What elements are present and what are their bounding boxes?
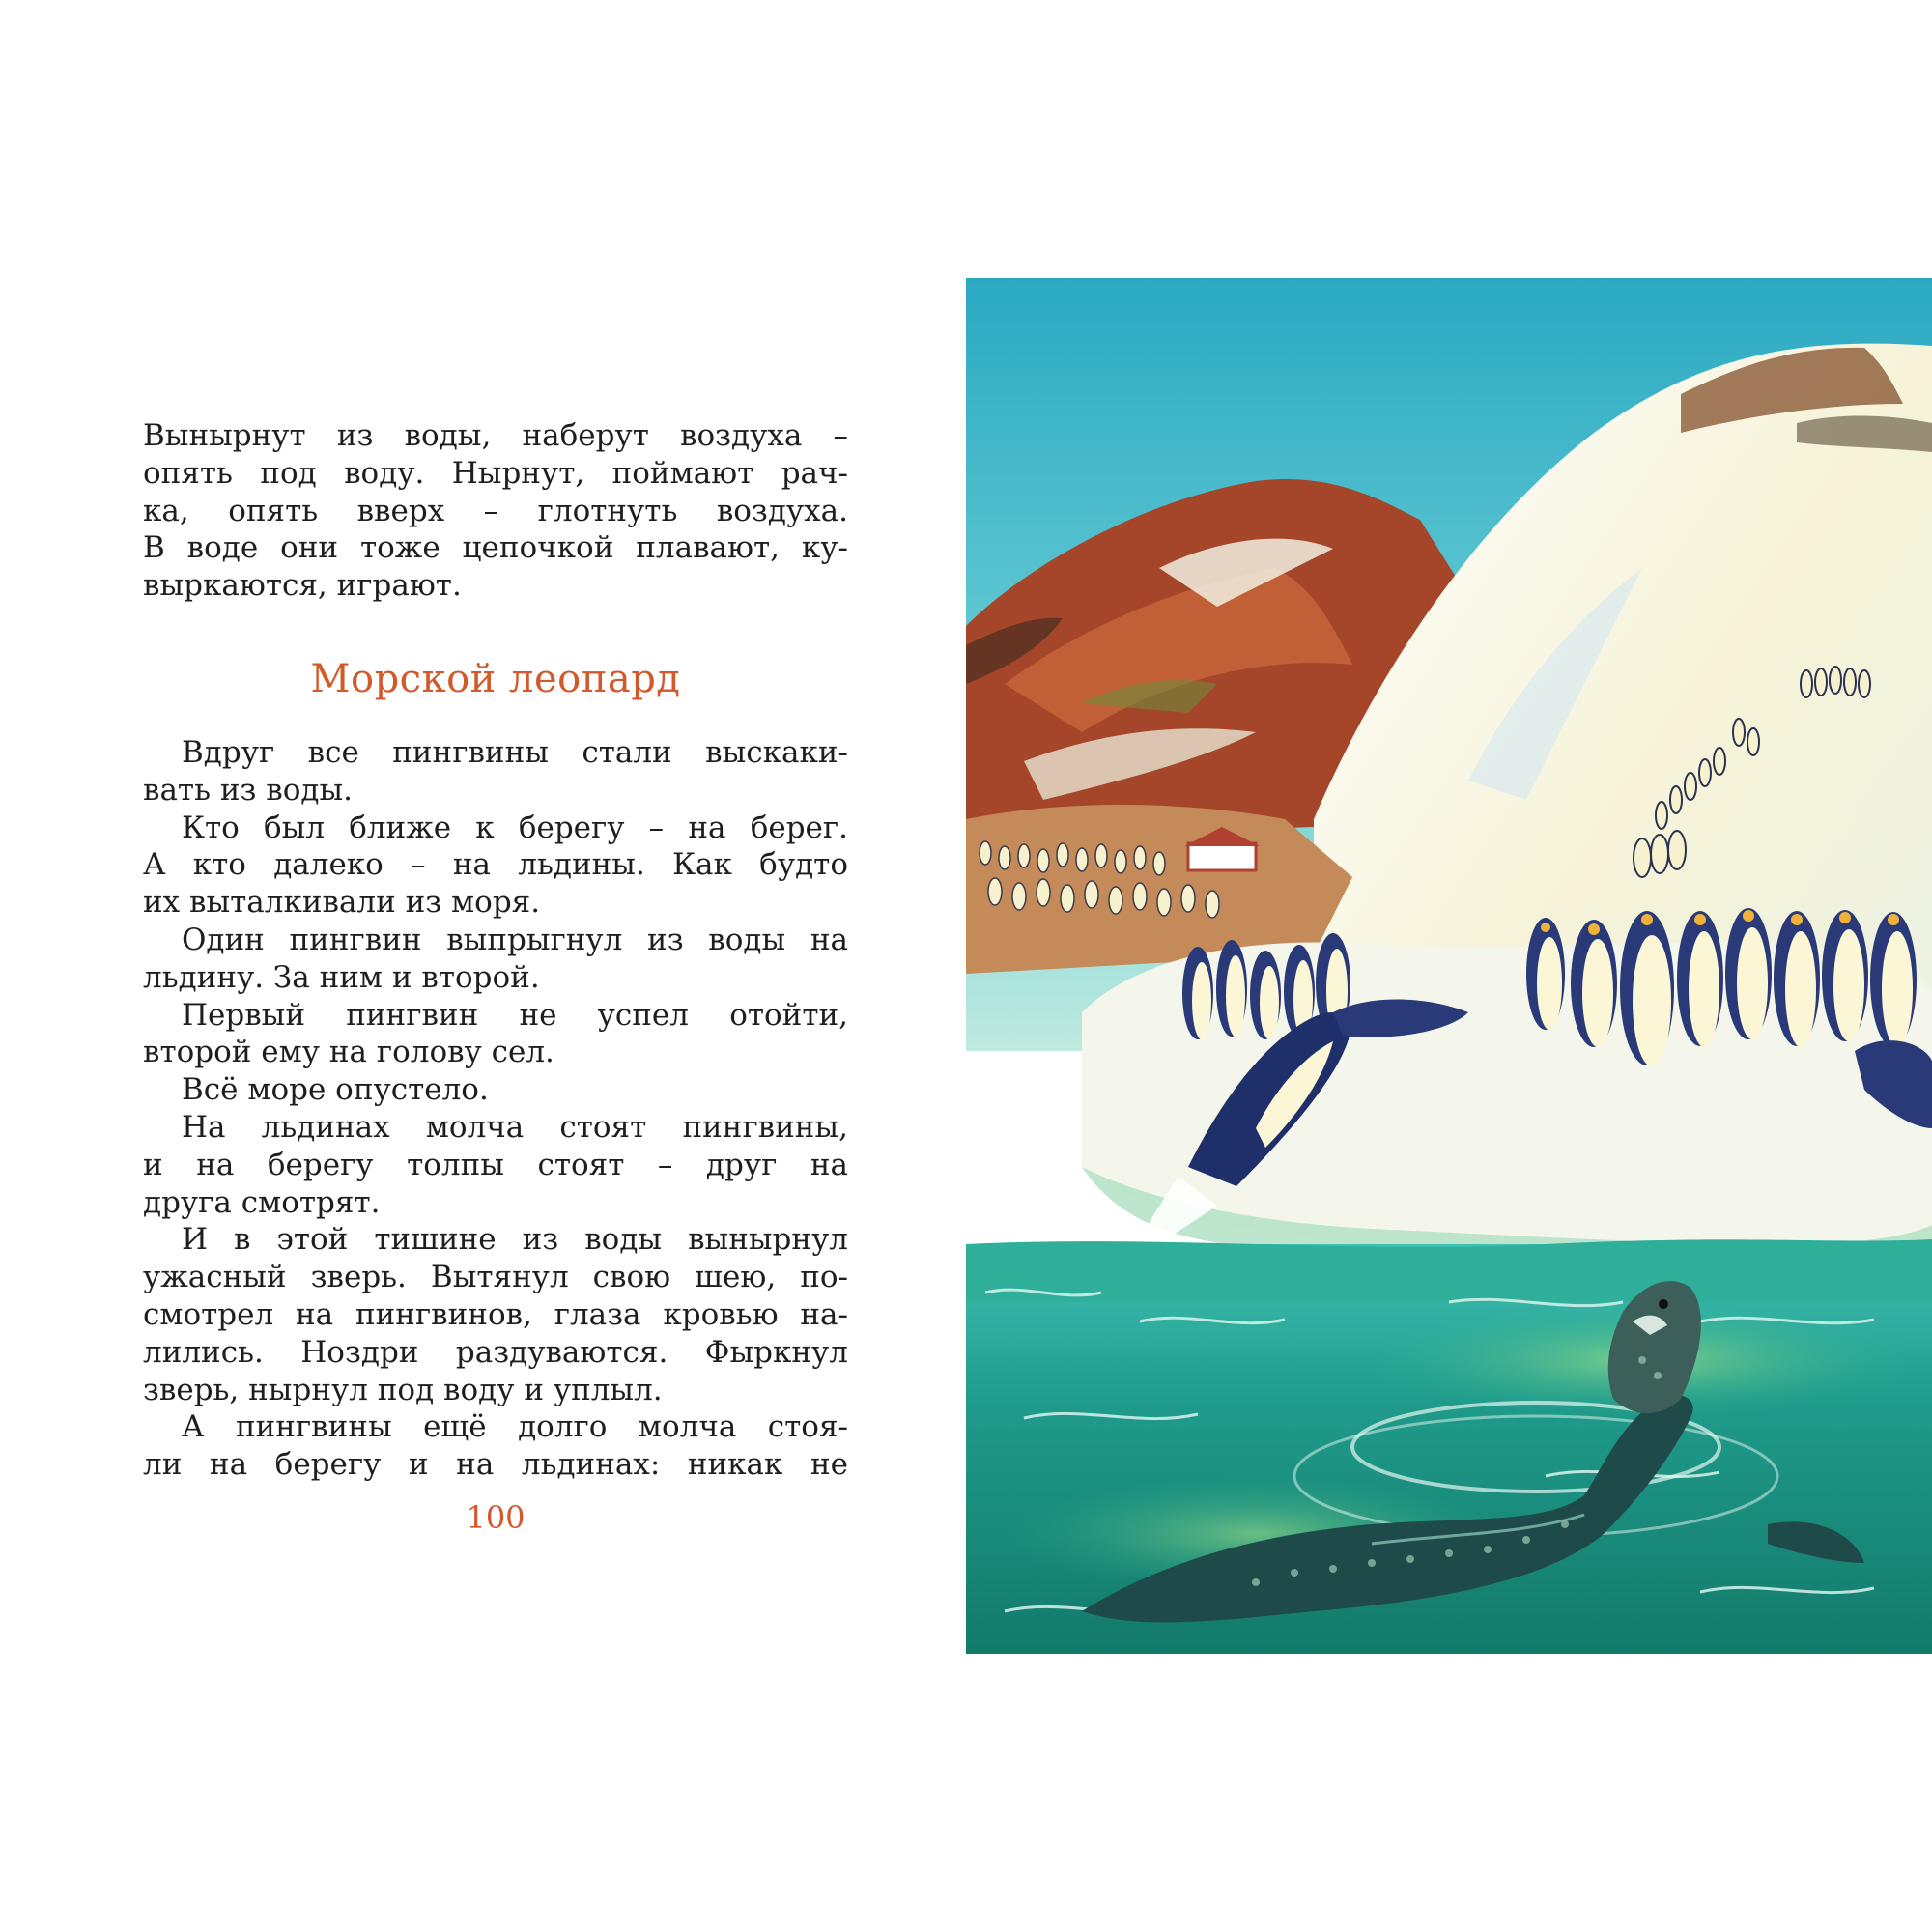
text-column — [143, 417, 848, 1484]
text-line: ужасный зверь. Вытянул свою шею, по- — [143, 1260, 848, 1295]
chapter-title: Морской леопард — [310, 656, 681, 701]
paragraph — [143, 1221, 848, 1408]
text-line: И в этой тишине из воды вынырнул — [182, 1222, 848, 1258]
paragraph — [143, 922, 848, 997]
paragraph — [143, 1408, 848, 1484]
intro-paragraph — [143, 417, 848, 605]
text-line: На льдинах молча стоят пингвины, — [182, 1109, 848, 1145]
text-line: Всё море опустело. — [182, 1072, 489, 1108]
paragraph — [143, 810, 848, 922]
text-line: Один пингвин выпрыгнул из воды на — [182, 922, 848, 957]
illustration-svg — [966, 278, 1932, 1654]
paragraph — [143, 997, 848, 1072]
text-line: Вдруг все пингвины стали выскаки- — [182, 734, 848, 770]
text-line: опять под воду. Нырнут, поймают рач- — [143, 455, 848, 491]
text-line: Первый пингвин не успел отойти, — [182, 997, 848, 1033]
text-line: вать из воды. — [143, 772, 353, 808]
illustration-penguins-leopard-seal — [966, 278, 1932, 1654]
text-line: А пингвины ещё долго молча стоя- — [182, 1409, 848, 1445]
text-line: второй ему на голову сел. — [143, 1035, 554, 1070]
text-line: смотрел на пингвинов, глаза кровью на- — [143, 1296, 848, 1332]
paragraph — [143, 734, 848, 810]
text-line: ли на берегу и на льдинах: никак не — [143, 1447, 848, 1483]
paragraph — [143, 1071, 848, 1109]
text-line: льдину. За ним и второй. — [143, 959, 540, 995]
text-line: друга смотрят. — [143, 1184, 381, 1220]
text-line: Вынырнут из воды, наберут воздуха – — [143, 418, 848, 453]
text-line: их выталкивали из моря. — [143, 885, 541, 921]
text-line: выркаются, играют. — [143, 568, 462, 604]
text-line: ка, опять вверх – глотнуть воздуха. — [143, 493, 848, 528]
text-line: и на берегу толпы стоят – друг на — [143, 1147, 848, 1182]
paragraph — [143, 1109, 848, 1221]
text-line: Кто был ближе к берегу – на берег. — [182, 810, 848, 845]
text-line: лились. Ноздри раздуваются. Фыркнул — [143, 1334, 848, 1370]
text-line: В воде они тоже цепочкой плавают, ку- — [143, 530, 848, 566]
text-line: зверь, нырнул под воду и уплыл. — [143, 1372, 663, 1407]
page-number: 100 — [466, 1499, 526, 1536]
text-line: А кто далеко – на льдины. Как будто — [143, 847, 848, 883]
